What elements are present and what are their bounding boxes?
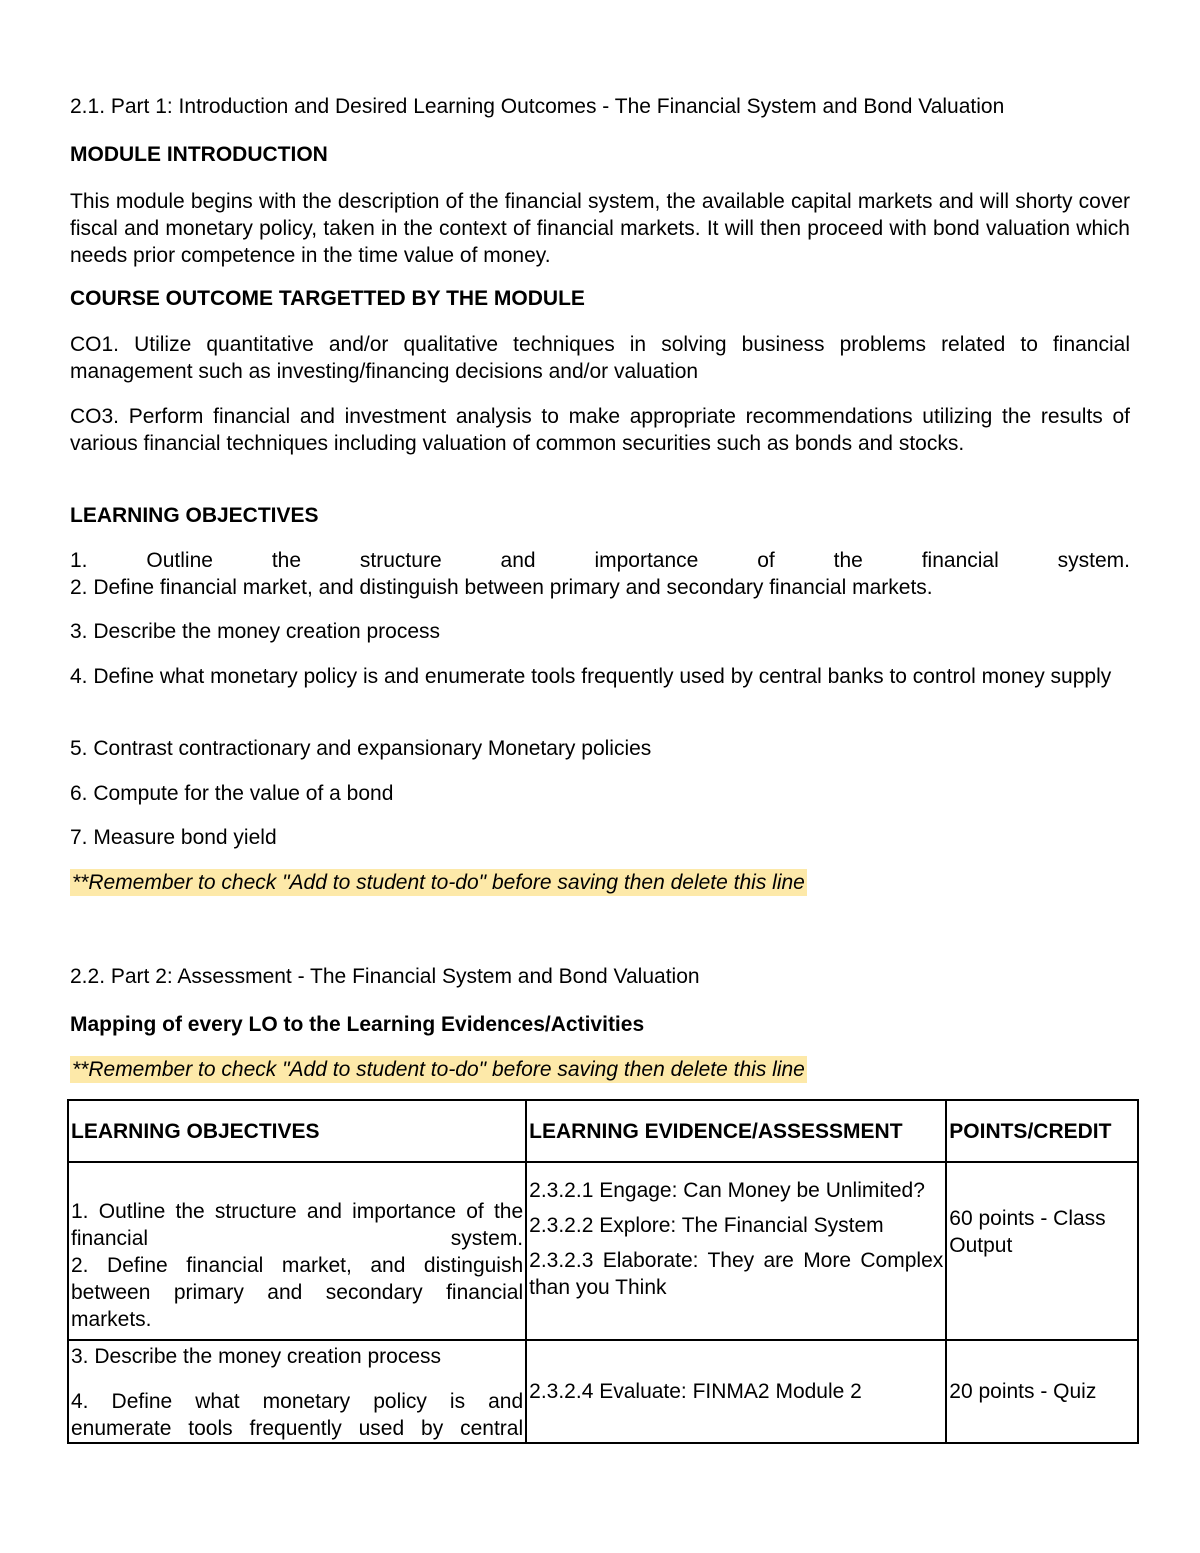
course-outcome-title: COURSE OUTCOME TARGETTED BY THE MODULE xyxy=(70,287,585,310)
part2-heading: 2.2. Part 2: Assessment - The Financial System and Bond Valuation xyxy=(70,965,700,988)
part1-heading: 2.1. Part 1: Introduction and Desired Learning Outcomes - The Financial System and Bond Valuation xyxy=(70,95,1005,118)
learning-objectives-title: LEARNING OBJECTIVES xyxy=(70,504,319,527)
lo-mapping-table xyxy=(67,1099,1139,1444)
row1-objectives xyxy=(68,1162,526,1340)
row2-objective-3: 3. Describe the money creation process xyxy=(71,1345,442,1368)
module-intro-title: MODULE INTRODUCTION xyxy=(70,143,328,166)
reminder-note-2 xyxy=(70,1056,1130,1083)
row1-evidence xyxy=(526,1162,946,1340)
objective-4: 4. Define what monetary policy is and enumerate tools frequently used by central banks to control money supply xyxy=(70,665,1112,688)
row2-points: 20 points - Quiz xyxy=(946,1340,1138,1443)
table-row xyxy=(68,1162,1138,1340)
course-outcome-co1: CO1. Utilize quantitative and/or qualitative techniques in solving business problems related to financial management such as investing/financing decisions and/or valuation xyxy=(70,333,1130,383)
row2-objectives xyxy=(68,1340,526,1443)
module-intro-text: This module begins with the description of the financial system, the available capital markets and will shorty cover fiscal and monetary policy, taken in the context of financial markets. It will then proceed with bond valuation which needs prior competence in the time value of money. xyxy=(70,190,1130,267)
mapping-title: Mapping of every LO to the Learning Evidences/Activities xyxy=(70,1013,645,1036)
row2-evidence: 2.3.2.4 Evaluate: FINMA2 Module 2 xyxy=(526,1340,946,1443)
objective-6: 6. Compute for the value of a bond xyxy=(70,782,394,805)
row1-points: 60 points - Class Output xyxy=(946,1162,1138,1340)
reminder-highlight: **Remember to check "Add to student to-do" before saving then delete this line xyxy=(72,1058,805,1081)
row2-objective-4: 4. Define what monetary policy is and enumerate tools frequently used by central xyxy=(71,1390,524,1440)
evidence-item: 2.3.2.1 Engage: Can Money be Unlimited? xyxy=(529,1179,925,1202)
course-outcome-co3: CO3. Perform financial and investment analysis to make appropriate recommendations utilizing the results of various financial techniques including valuation of common securities such as bonds and stocks. xyxy=(70,405,1130,455)
evidence-item: 2.3.2.2 Explore: The Financial System xyxy=(529,1214,884,1237)
header-points-credit: POINTS/CREDIT xyxy=(946,1100,1138,1162)
table-header-row xyxy=(68,1100,1138,1162)
header-learning-evidence: LEARNING EVIDENCE/ASSESSMENT xyxy=(526,1100,946,1162)
evidence-item: 2.3.2.3 Elaborate: They are More Complex than you Think xyxy=(529,1249,944,1299)
reminder-note-1 xyxy=(70,869,1130,896)
objective-3: 3. Describe the money creation process xyxy=(70,620,441,643)
objective-5: 5. Contrast contractionary and expansionary Monetary policies xyxy=(70,737,652,760)
header-learning-objectives: LEARNING OBJECTIVES xyxy=(68,1100,526,1162)
row1-objective-2: 2. Define financial market, and distinguish between primary and secondary financial markets. xyxy=(71,1254,524,1331)
objective-2: 2. Define financial market, and distinguish between primary and secondary financial markets. xyxy=(70,576,933,599)
table-row xyxy=(68,1340,1138,1443)
objective-1: 1. Outline the structure and importance of the financial system. xyxy=(70,549,1130,572)
objective-7: 7. Measure bond yield xyxy=(70,826,277,849)
reminder-highlight: **Remember to check "Add to student to-do" before saving then delete this line xyxy=(72,871,805,894)
row1-objective-1: 1. Outline the structure and importance of the financial system. xyxy=(71,1200,524,1250)
